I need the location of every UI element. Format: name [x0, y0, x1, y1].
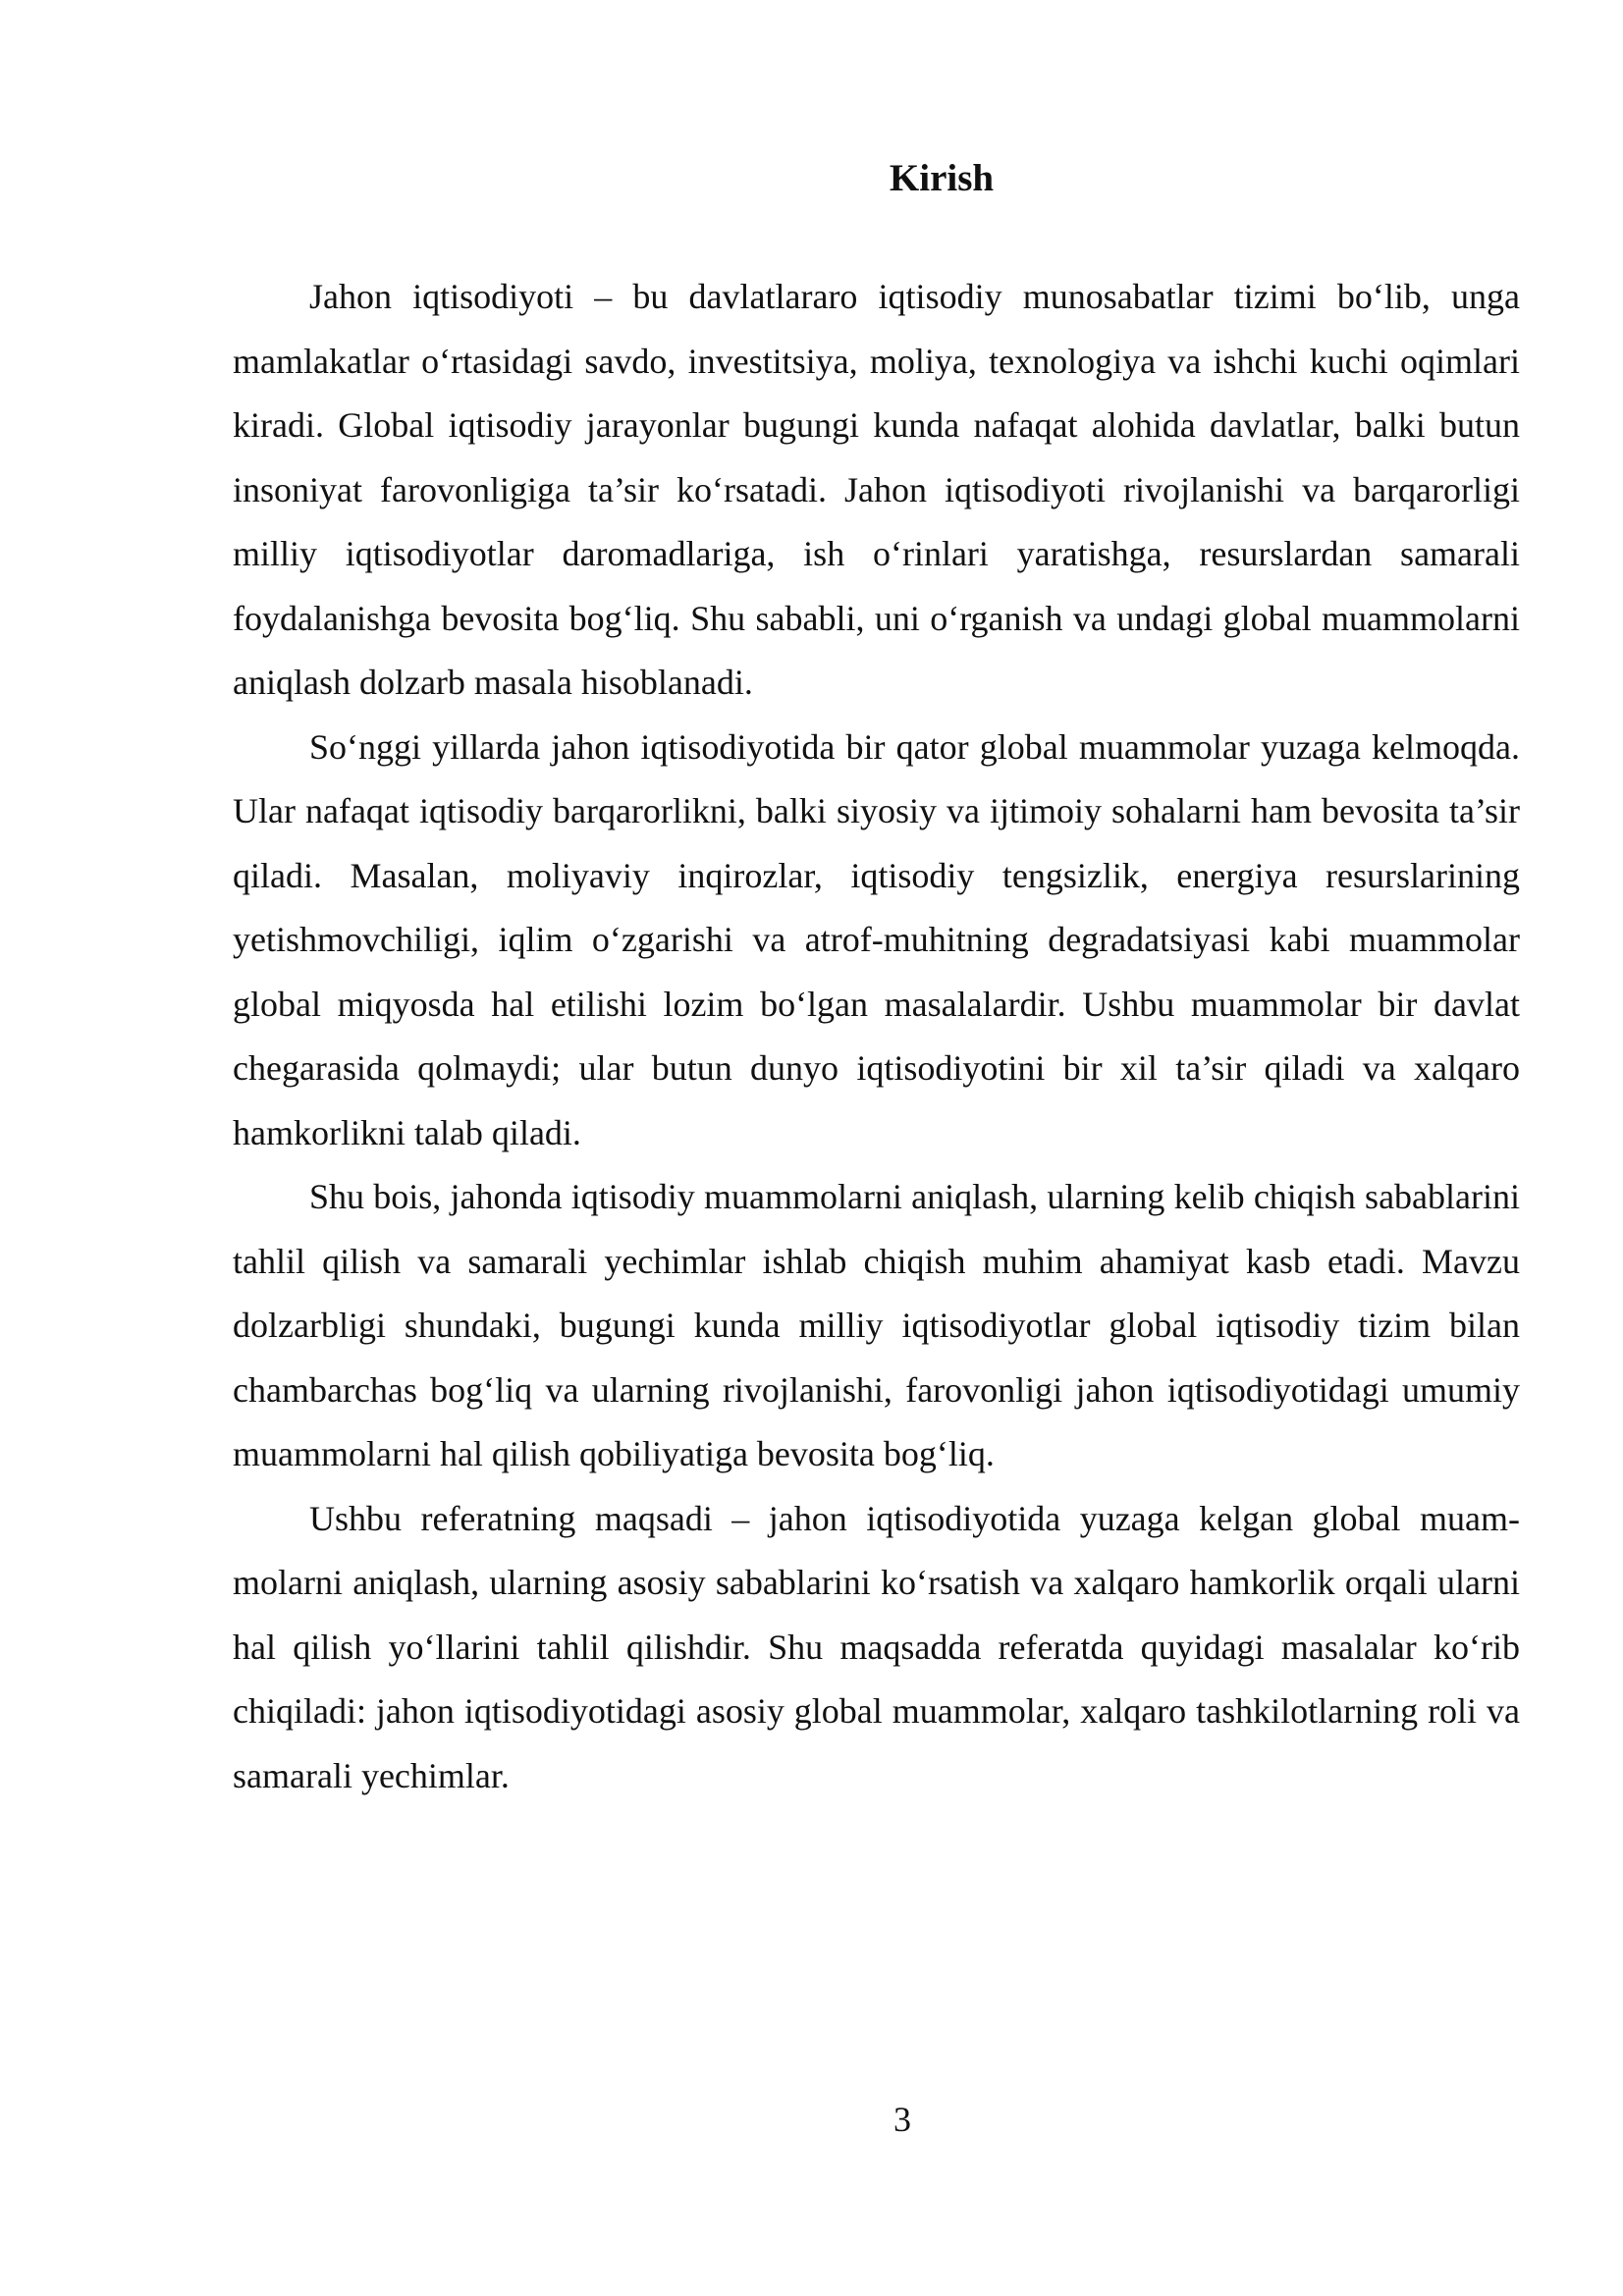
body-text	[233, 265, 1520, 1808]
paragraph-purpose: Ushbu referatning maqsadi – jahon iqtisodiyotida yuzaga kelgan global muammolarni aniqlash, ularning asosiy sabablarini ko‘rsatish va xalqaro hamkorlik orqali ularni hal qilish yo‘llarini tahlil qilishdir. Shu maqsadda referatda quyidagi masalalar ko‘rib chiqiladi: jahon iqtisodiyotidagi asosiy global muammolar, xalqaro tashkilotlarning roli va samarali yechimlar.	[233, 1498, 1520, 1795]
page-title: Kirish	[889, 157, 995, 199]
paragraph-global-problems: So‘nggi yillarda jahon iqtisodiyotida bir qator global muammolar yuzaga kelmoqda. Ular nafaqat iqtisodiy barqarorlikni, balki siyosiy va ijtimoiy sohalarni ham bevosita ta’sir qiladi. Masalan, moliyaviy inqirozlar, iqtisodiy tengsizlik, energiya resurslarining yetishmovchiligi, iqlim o‘zgarishi va atrof-muhitning degradatsiyasi kabi muammolar global miqyosda hal etilishi lozim bo‘lgan masalalardir. Ushbu muammolar bir davlat chegarasida qolmaydi; ular butun dunyo iqtisodiyotini bir xil ta’sir qiladi va xalqaro hamkorlikni talab qiladi.	[233, 726, 1520, 1152]
page-number: 3	[893, 2100, 911, 2139]
paragraph-introduction: Jahon iqtisodiyoti – bu davlatlararo iqtisodiy munosabatlar tizimi bo‘lib, unga mamlakatlar o‘rtasidagi savdo, investitsiya, moliya, texnologiya va ishchi kuchi oqimlari kiradi. Global iqtisodiy jarayonlar bugungi kunda nafaqat alohida davlatlar, balki butun insoniyat farovonligiga ta’sir ko‘rsatadi. Jahon iqtisodiyoti rivojlanishi va barqarorligi milliy iqtisodiyotlar daromadlariga, ish o‘rinlari yaratishga, resurslardan samarali foydalanishga bevosita bog‘liq. Shu sababli, uni o‘rganish va undagi global muammolarni aniqlash dolzarb masala hisoblanadi.	[233, 277, 1520, 702]
paragraph-relevance: Shu bois, jahonda iqtisodiy muammolarni aniqlash, ularning kelib chiqish sabablarini tahlil qilish va samarali yechimlar ishlab chiqish muhim ahamiyat kasb etadi. Mavzu dolzarbligi shundaki, bugungi kunda milliy iqtisodiyotlar global iqtisodiy tizim bilan chambarchas bog‘liq va ularning rivojlanishi, farovonligi jahon iqtisodiyotidagi umumiy muammolarni hal qilish qobiliyatiga bevosita bog‘liq.	[233, 1177, 1520, 1473]
